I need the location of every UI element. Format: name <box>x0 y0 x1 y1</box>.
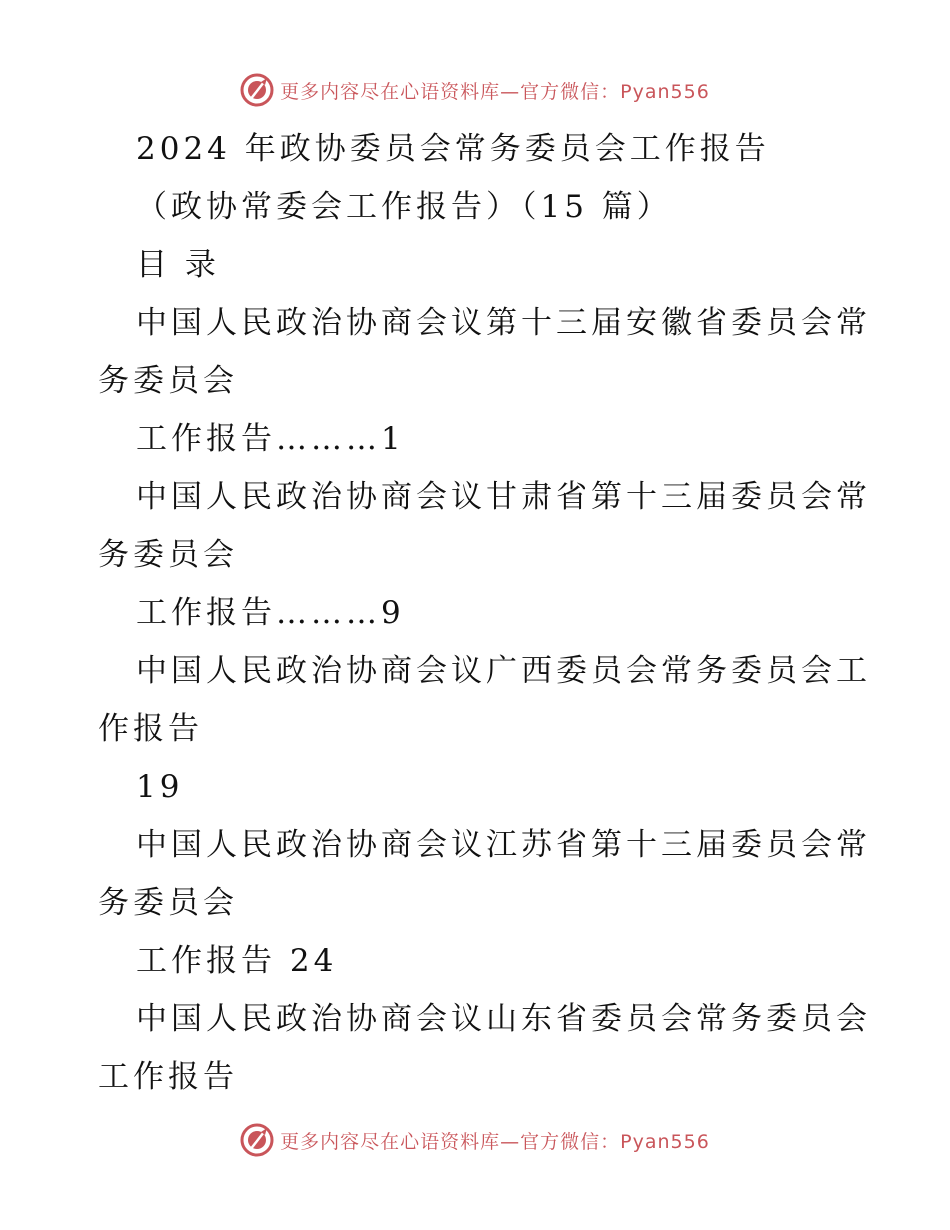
toc-entry-2-line-1: 中国人民政治协商会议甘肃省第十三届委员会常 <box>136 479 871 515</box>
doc-title-line-1: 2024 年政协委员会常务委员会工作报告 <box>136 131 770 167</box>
footer-banner-text: 更多内容尽在心语资料库—官方微信：Pyan556 <box>280 1130 710 1153</box>
toc-entry-4-line-3: 工作报告 24 <box>136 943 338 979</box>
toc-heading: 目 录 <box>136 247 220 283</box>
header-banner-text: 更多内容尽在心语资料库—官方微信：Pyan556 <box>280 80 710 103</box>
toc-entry-2-line-2: 务委员会 <box>98 537 238 573</box>
toc-entry-2-line-3: 工作报告………9 <box>136 595 405 631</box>
toc-entry-3-line-2: 作报告 <box>98 711 203 747</box>
pen-logo-icon <box>240 1123 274 1157</box>
toc-entry-4-line-2: 务委员会 <box>98 885 238 921</box>
toc-entry-1-line-1: 中国人民政治协商会议第十三届安徽省委员会常 <box>136 305 871 341</box>
footer-banner <box>0 1120 950 1160</box>
header-banner <box>0 70 950 110</box>
doc-title-line-2: （政协常委会工作报告）（15 篇） <box>136 189 672 225</box>
toc-entry-1-line-3: 工作报告………1 <box>136 421 405 457</box>
toc-entry-3-line-1: 中国人民政治协商会议广西委员会常务委员会工 <box>136 653 871 689</box>
toc-entry-4-line-1: 中国人民政治协商会议江苏省第十三届委员会常 <box>136 827 871 863</box>
pen-logo-icon <box>240 73 274 107</box>
toc-entry-5-line-2: 工作报告 <box>98 1059 238 1095</box>
toc-entry-3-line-3: 19 <box>136 769 184 805</box>
toc-entry-1-line-2: 务委员会 <box>98 363 238 399</box>
document-body <box>98 120 871 1106</box>
toc-entry-5-line-1: 中国人民政治协商会议山东省委员会常务委员会 <box>136 1001 871 1037</box>
